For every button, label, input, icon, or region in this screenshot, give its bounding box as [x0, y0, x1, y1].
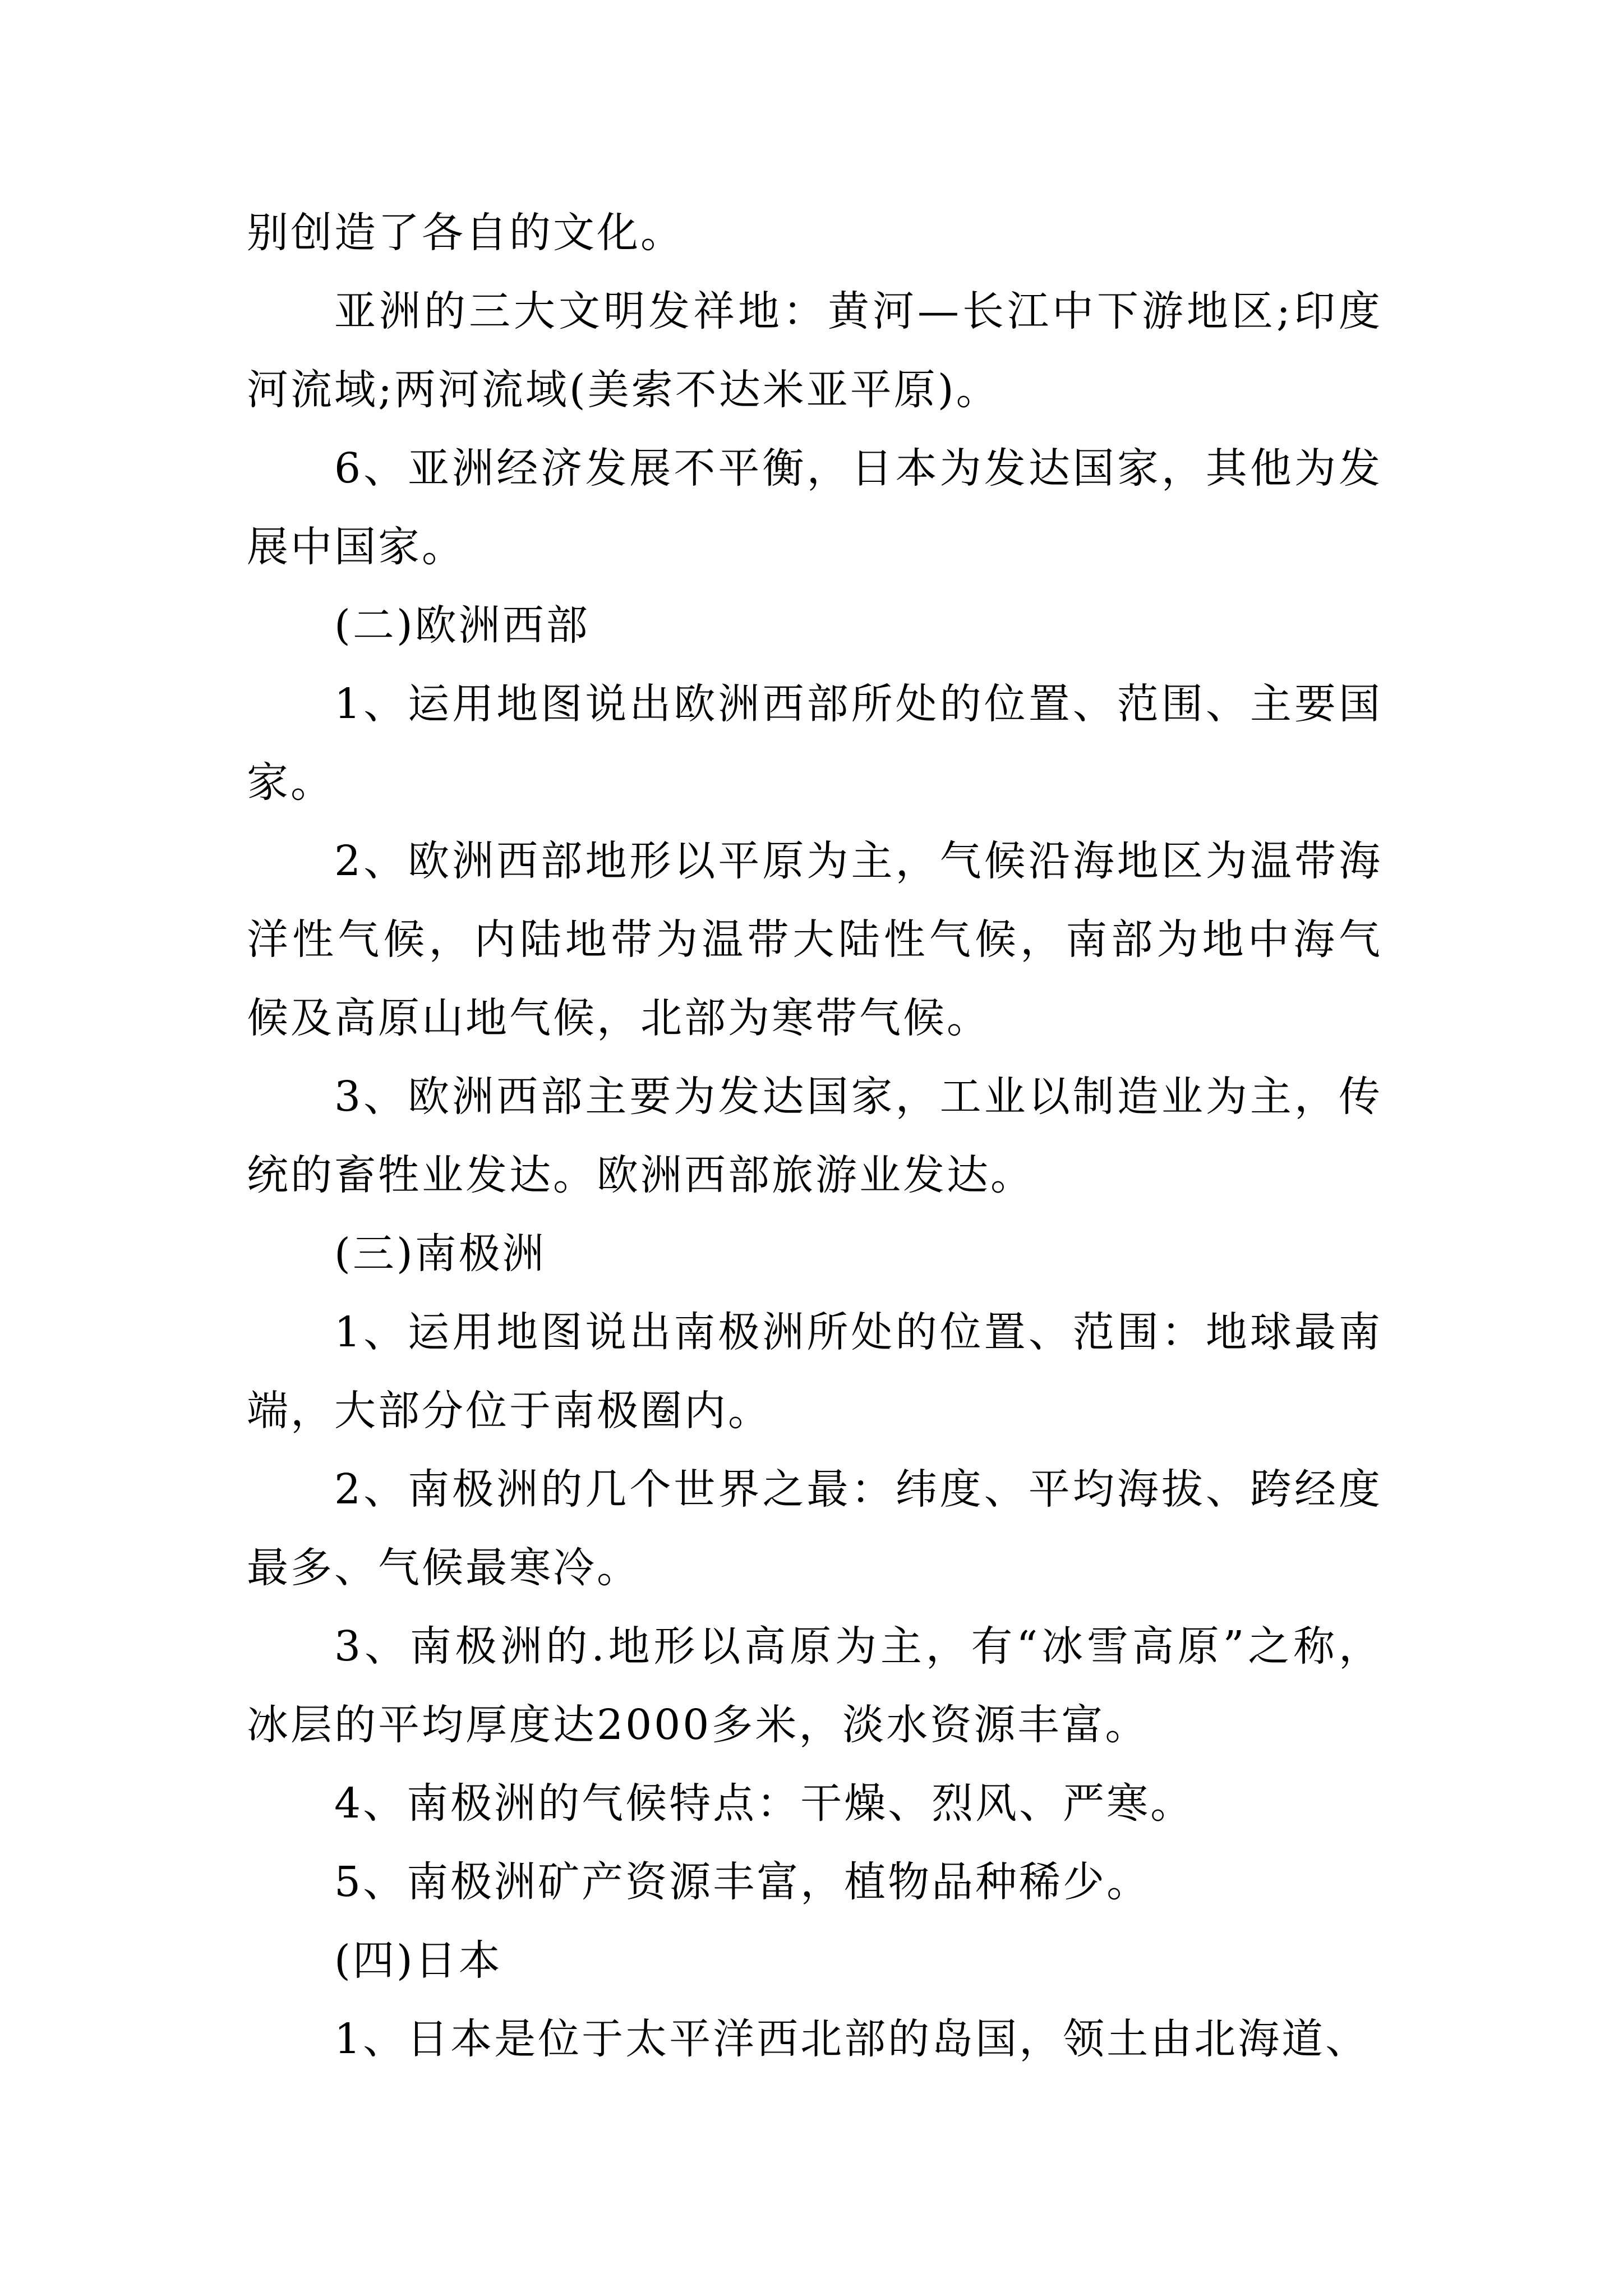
paragraph-antarctica-records: 2、南极洲的几个世界之最：纬度、平均海拔、跨经度最多、气候最寒冷。 [247, 1465, 1382, 1592]
paragraph-antarctica-climate: 4、南极洲的气候特点：干燥、烈风、严寒。 [334, 1779, 1195, 1828]
section-heading-japan: (四)日本 [334, 1936, 502, 1985]
paragraph-europe-terrain-climate: 2、欧洲西部地形以平原为主，气候沿海地区为温带海洋性气候，内陆地带为温带大陆性气候，南部为地中海气候及高原山地气候，北部为寒带气候。 [247, 837, 1382, 1042]
paragraph-europe-location: 1、运用地图说出欧洲西部所处的位置、范围、主要国家。 [247, 680, 1382, 807]
paragraph-antarctica-terrain: 3、南极洲的.地形以高原为主，有“冰雪高原”之称，冰层的平均厚度达2000多米，淡水资源丰富。 [247, 1622, 1382, 1749]
paragraph-europe-industry: 3、欧洲西部主要为发达国家，工业以制造业为主，传统的畜牲业发达。欧洲西部旅游业发达。 [247, 1073, 1382, 1199]
paragraph-japan-location: 1、日本是位于太平洋西北部的岛国，领土由北海道、 [334, 2015, 1370, 2063]
paragraph-asia-economy: 6、亚洲经济发展不平衡，日本为发达国家，其他为发展中国家。 [247, 444, 1382, 571]
paragraph-antarctica-resources: 5、南极洲矿产资源丰富，植物品种稀少。 [334, 1858, 1151, 1906]
paragraph-asia-civilizations: 亚洲的三大文明发祥地：黄河—长江中下游地区;印度河流域;两河流域(美索不达米亚平原)。 [247, 287, 1382, 414]
paragraph-antarctica-location: 1、运用地图说出南极洲所处的位置、范围：地球最南端，大部分位于南极圈内。 [247, 1308, 1382, 1435]
paragraph-continuation: 别创造了各自的文化。 [247, 209, 684, 257]
section-heading-antarctica: (三)南极洲 [334, 1230, 546, 1278]
document-body [247, 194, 1382, 2078]
section-heading-western-europe: (二)欧洲西部 [334, 601, 590, 650]
